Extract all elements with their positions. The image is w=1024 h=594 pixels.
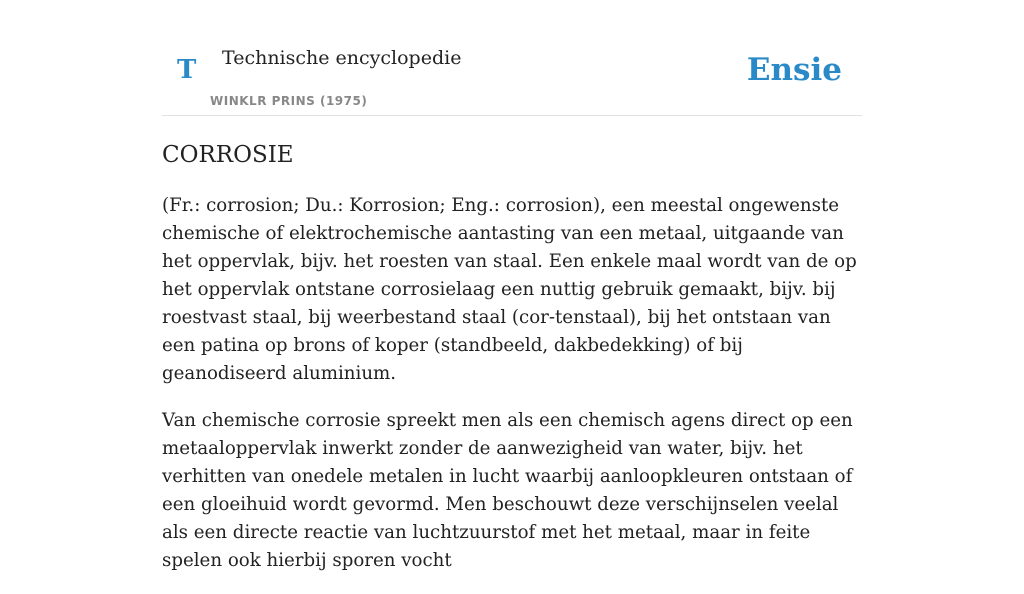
book-source: WINKLR PRINS (1975)	[210, 94, 368, 108]
header	[162, 40, 862, 116]
book-logo-icon[interactable]: T	[177, 55, 197, 85]
ensie-logo-link[interactable]: Ensie	[746, 52, 842, 88]
entry-paragraph-1: (Fr.: corrosion; Du.: Korrosion; Eng.: corrosion), een meestal ongewenste chemische of elektrochemische aantasting van een metaal, uitgaande van het oppervlak, bijv. het roesten van staal. Een enkele maal wordt van de op het oppervlak ontstane corrosielaag een nuttig gebruik gemaakt, bijv. bij roestvast staal, bij weerbestand staal (cor-tenstaal), bij het ontstaan van een patina op brons of koper (standbeeld, dakbedekking) of bij geanodiseerd aluminium.	[162, 195, 857, 384]
entry-content	[162, 192, 862, 594]
book-title-link[interactable]: Technische encyclopedie	[222, 47, 462, 69]
entry-paragraph-2: Van chemische corrosie spreekt men als een chemisch agens direct op een metaaloppervlak inwerkt zonder de aanwezigheid van water, bijv. het verhitten van onedele metalen in lucht waarbij aanloopkleuren ontstaan of een gloeihuid wordt gevormd. Men beschouwt deze verschijnselen veelal als een directe reactie van luchtzuurstof met het metaal, maar in feite spelen ook hierbij sporen vocht	[162, 410, 853, 571]
entry-title: CORROSIE	[162, 142, 294, 168]
